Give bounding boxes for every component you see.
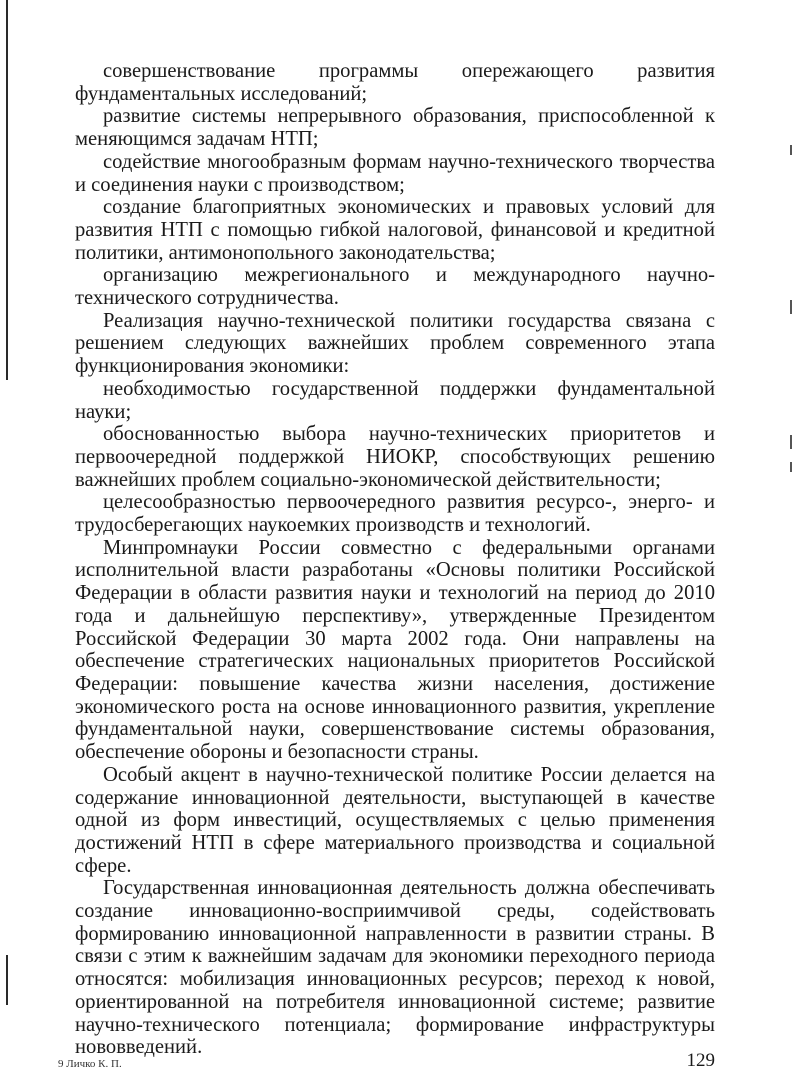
scan-edge-mark bbox=[6, 0, 8, 380]
scan-speck bbox=[790, 300, 792, 314]
paragraph: развитие системы непрерывного образования, приспособленной к меняющимся задачам НТП; bbox=[75, 105, 715, 151]
scan-speck bbox=[790, 435, 792, 449]
paragraph: Государственная инновационная деятельность должна обеспечивать создание инновационно-восприимчивой среды, содействовать формированию инновационной направленности в развитии страны. В связи с этим к важнейшим задачам для экономики переходного периода относятся: мобилизация инновационных ресурсов; переход к новой, ориентированной на потребителя инновационной системе; развитие научно-технического потенциала; формирование инфраструктуры нововведений. bbox=[75, 877, 715, 1059]
scan-speck bbox=[790, 462, 792, 472]
paragraph: организацию межрегионального и международного научно-технического сотрудничества. bbox=[75, 264, 715, 310]
scan-edge-mark bbox=[6, 955, 8, 1005]
paragraph: Реализация научно-технической политики государства связана с решением следующих важнейших проблем современного этапа функционирования экономики: bbox=[75, 309, 715, 378]
paragraph: создание благоприятных экономических и правовых условий для развития НТП с помощью гибкой налоговой, финансовой и кредитной политики, антимонопольного законодательства; bbox=[75, 196, 715, 264]
paragraph: необходимостью государственной поддержки фундаментальной науки; bbox=[75, 377, 715, 423]
paragraph: Особый акцент в научно-технической политике России делается на содержание инновационной деятельности, выступающей в качестве одной из форм инвестиций, осуществляемых с целью применения достижений НТП в сфере материального производства и социальной сфере. bbox=[75, 763, 715, 877]
page-number: 129 bbox=[686, 1050, 715, 1071]
paragraph: целесообразностью первоочередного развития ресурсо-, энерго- и трудосберегающих наукоемких производств и технологий. bbox=[75, 491, 715, 537]
footer-signature: 9 Личко К. П. bbox=[58, 1058, 122, 1070]
paragraph: содействие многообразным формам научно-технического творчества и соединения науки с производством; bbox=[75, 150, 715, 196]
scan-speck bbox=[790, 145, 792, 155]
paragraph: обоснованностью выбора научно-технических приоритетов и первоочередной поддержкой НИОКР, способствующих решению важнейших проблем социально-экономической действительности; bbox=[75, 423, 715, 491]
page-body bbox=[75, 60, 715, 1059]
paragraph: совершенствование программы опережающего развития фундаментальных исследований; bbox=[75, 60, 715, 105]
paragraph: Минпромнауки России совместно с федеральными органами исполнительной власти разработаны «Основы политики Российской Федерации в области развития науки и технологий на период до 2010 года и дальнейшую перспективу», утвержденные Президентом Российской Федерации 30 марта 2002 года. Они направлены на обеспечение стратегических национальных приоритетов Российской Федерации: повышение качества жизни населения, достижение экономического роста на основе инновационного развития, укрепление фундаментальной науки, совершенствование системы образования, обеспечение обороны и безопасности страны. bbox=[75, 536, 715, 764]
